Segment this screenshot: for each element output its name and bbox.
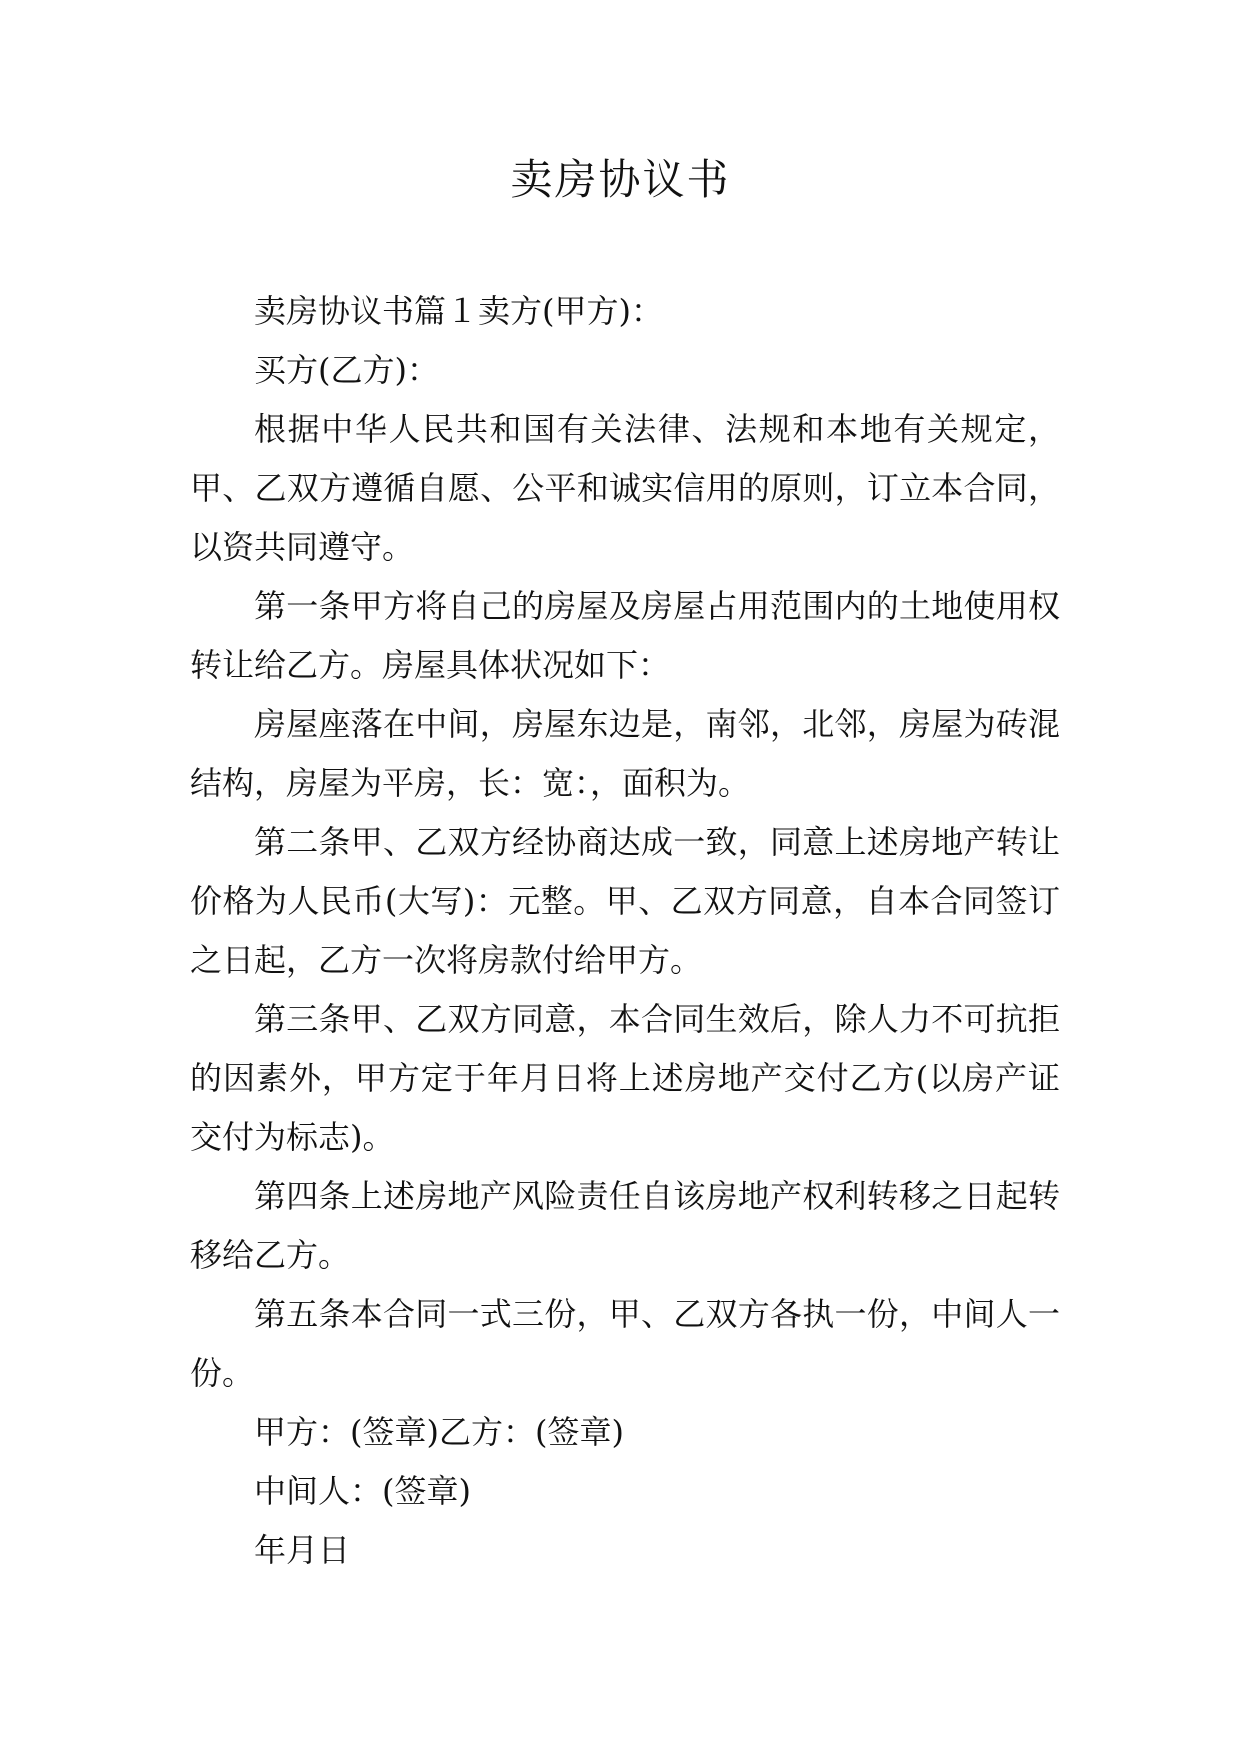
paragraph-preamble: 根据中华人民共和国有关法律、法规和本地有关规定，甲、乙双方遵循自愿、公平和诚实信用的原则，订立本合同，以资共同遵守。 xyxy=(190,410,1060,566)
paragraph-article-4: 第四条上述房地产风险责任自该房地产权利转移之日起转移给乙方。 xyxy=(190,1177,1060,1274)
paragraph-article-5: 第五条本合同一式三份，甲、乙双方各执一份，中间人一份。 xyxy=(190,1295,1060,1392)
document-body xyxy=(190,282,1060,1580)
paragraph-seller: 卖房协议书篇１卖方(甲方)： xyxy=(254,292,663,330)
signature-line-intermediary: 中间人：(签章) xyxy=(254,1472,471,1510)
paragraph-buyer: 买方(乙方)： xyxy=(254,351,439,389)
paragraph-property-details: 房屋座落在中间，房屋东边是，南邻，北邻，房屋为砖混结构，房屋为平房，长：宽：，面积为。 xyxy=(190,705,1060,802)
paragraph-article-1: 第一条甲方将自己的房屋及房屋占用范围内的土地使用权转让给乙方。房屋具体状况如下： xyxy=(190,587,1060,684)
paragraph-article-2: 第二条甲、乙双方经协商达成一致，同意上述房地产转让价格为人民币(大写)：元整。甲、乙双方同意，自本合同签订之日起，乙方一次将房款付给甲方。 xyxy=(190,823,1060,979)
document-title: 卖房协议书 xyxy=(510,155,731,204)
date-line: 年月日 xyxy=(254,1531,351,1569)
signature-line-parties: 甲方：(签章)乙方：(签章) xyxy=(254,1413,624,1451)
paragraph-article-3: 第三条甲、乙双方同意，本合同生效后，除人力不可抗拒的因素外，甲方定于年月日将上述房地产交付乙方(以房产证交付为标志)。 xyxy=(190,1000,1060,1156)
